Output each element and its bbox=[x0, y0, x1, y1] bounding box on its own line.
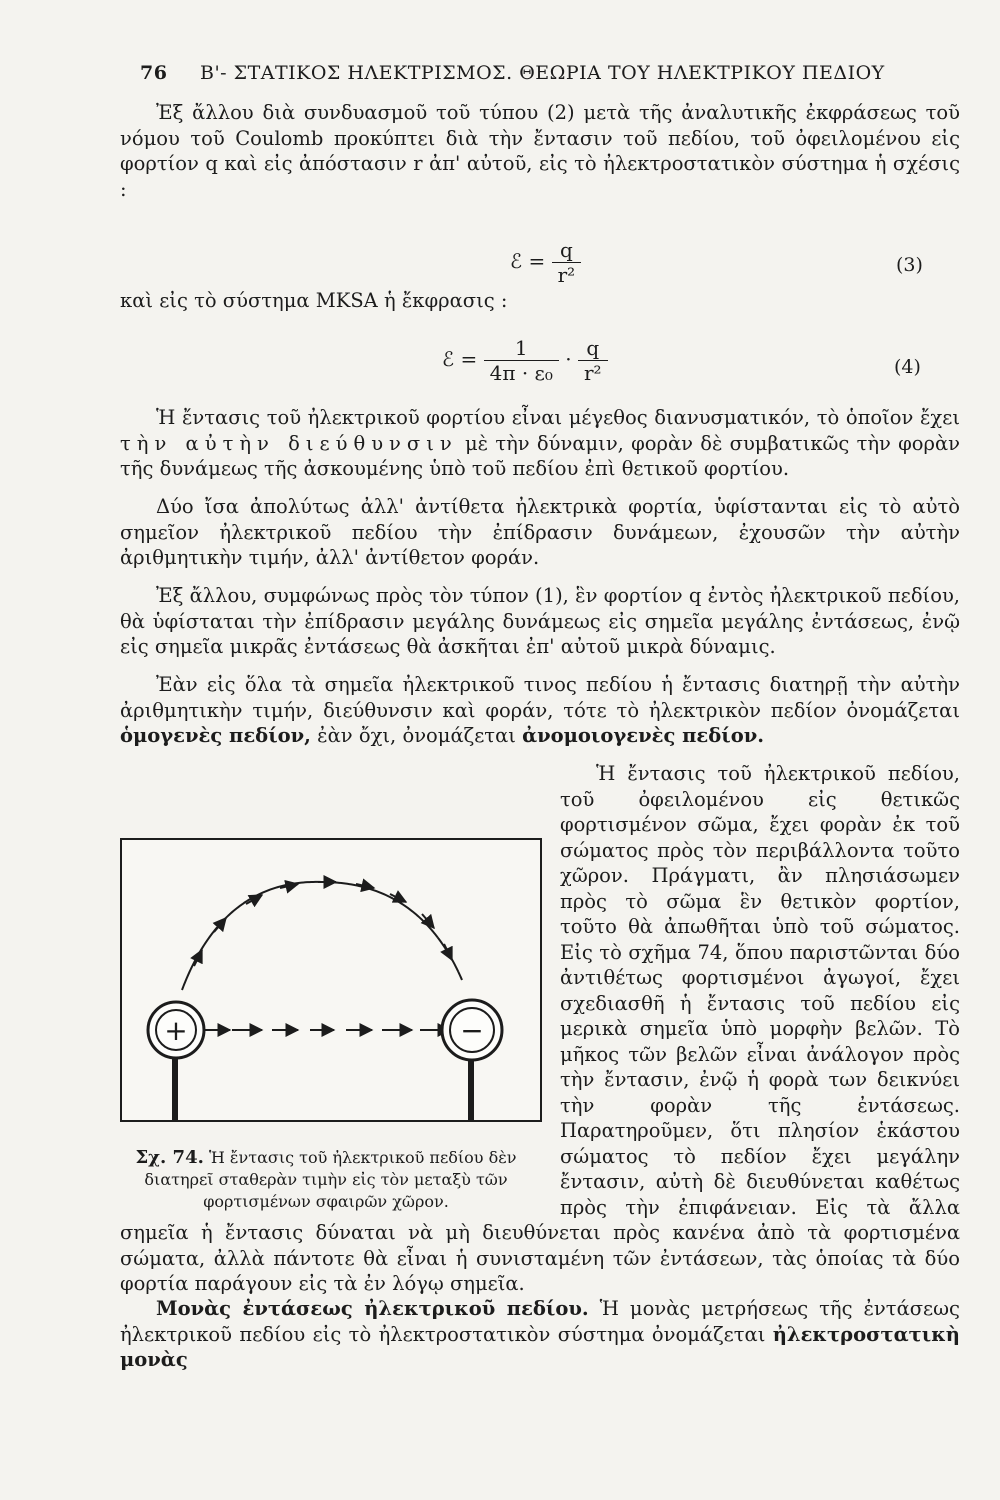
paragraph-opposite-charges: Δύο ἴσα ἀπολύτως ἀλλ' ἀντίθετα ἠλεκτρικὰ φορτία, ὑφίστανται εἰς τὸ αὐτὸ σημεῖον ἠλεκτρικοῦ πεδίου τὴν ἐπίδρασιν δυνάμεων, ἐχουσῶν τὴν αὐτὴν ἀριθμητικὴν τιμήν, ἀλλ' ἀντίθετον φοράν. bbox=[120, 495, 960, 569]
plus-sign: + bbox=[164, 1014, 188, 1047]
running-title: Β'- ΣΤΑΤΙΚΟΣ ΗΛΕΚΤΡΙΣΜΟΣ. ΘΕΩΡΙΑ ΤΟΥ ΗΛΕΚΤΡΙΚΟΥ ΠΕΔΙΟΥ bbox=[200, 62, 885, 84]
formula-3 bbox=[510, 238, 581, 287]
formula-4-denominator-1: 4π · ε₀ bbox=[489, 361, 553, 385]
paragraph-homogeneous-start: Ἐὰν εἰς ὅλα τὰ σημεῖα ἠλεκτρικοῦ τινος πεδίου ἡ ἔντασις διατηρῇ τὴν αὐτὴν ἀριθμητικὴν τιμήν, διεύθυνσιν καὶ φοράν, τότε τὸ ἠλεκτρικὸν πεδίον ὀνομάζεται bbox=[120, 673, 960, 722]
formula-4-numerator-1: 1 bbox=[484, 336, 559, 361]
formula-4-numerator-2: q bbox=[578, 336, 608, 361]
paragraph-homogeneous bbox=[120, 672, 960, 749]
paragraph-unit bbox=[120, 1296, 960, 1373]
page-header bbox=[140, 62, 940, 84]
term-electrostatic-unit: ἠλεκτροστατικὴ μονὰς bbox=[120, 1322, 960, 1371]
formula-4-dot: · bbox=[565, 347, 572, 371]
formula-3-lhs: ℰ = bbox=[510, 249, 546, 273]
paragraph-vector-end: μὲ τὴν δύναμιν, φορὰν δὲ συμβατικῶς τὴν φορὰν τῆς δυνάμεως τῆς ἀσκουμένης ὑπὸ τοῦ πεδίου ἐπὶ θετικοῦ φορτίου. bbox=[120, 431, 961, 480]
paragraph-vector-spaced: τὴν αὐτὴν διεύθυνσιν bbox=[120, 431, 458, 455]
formula-4-lhs: ℰ = bbox=[442, 347, 478, 371]
formula-3-denominator: r² bbox=[557, 263, 576, 287]
term-homogeneous-field: ὁμογενὲς πεδίον, bbox=[120, 724, 311, 747]
paragraph-coulomb: Ἐξ ἄλλου διὰ συνδυασμοῦ τοῦ τύπου (2) μετὰ τῆς ἀναλυτικῆς ἐκφράσεως τοῦ νόμου τοῦ Coulomb προκύπτει διὰ τὴν ἔντασιν τοῦ πεδίου, τοῦ ὀφειλομένου εἰς φορτίον q καὶ εἰς ἀπόστασιν r ἀπ' αὐτοῦ, εἰς τὸ ἠλεκτροστατικὸν σύστημα ἡ σχέσις : bbox=[120, 101, 960, 201]
formula-4-fraction-1 bbox=[484, 336, 559, 385]
paragraph-vector-start: Ἡ ἔντασις τοῦ ἠλεκτρικοῦ φορτίου εἶναι μέγεθος διανυσματικόν, τὸ ὁποῖον ἔχει bbox=[156, 406, 960, 429]
paragraph-unit-text: Ἡ μονὰς μετρήσεως τῆς ἐντάσεως ἠλεκτρικοῦ πεδίου εἰς τὸ ἠλεκτροστατικὸν σύστημα ὀνομάζεται bbox=[120, 1297, 960, 1346]
paragraph-homogeneous-mid: ἐὰν ὄχι, ὀνομάζεται bbox=[317, 724, 516, 747]
caption-label: Σχ. 74. bbox=[135, 1147, 204, 1168]
formula-4 bbox=[442, 336, 608, 385]
formula-3-numerator: q bbox=[552, 238, 582, 263]
page-number: 76 bbox=[140, 62, 168, 84]
formula-3-fraction bbox=[552, 238, 582, 287]
equation-number-3: (3) bbox=[896, 254, 923, 276]
paragraph-field-direction: Ἡ ἔντασις τοῦ ἠλεκτρικοῦ πεδίου, τοῦ ὀφειλομένου εἰς θετικῶς φορτισμένον σῶμα, ἔχει φορὰν ἐκ τοῦ σώματος πρὸς τὸν περιβάλλοντα τοῦτο χῶρον. Πράγματι, ἂν πλησιάσωμεν πρὸς τὸ σῶμα ἓν θετικὸν φορτίον, τοῦτο θὰ ἀπωθῆται ὑπὸ τοῦ σώματος. Εἰς τὸ σχῆμα 74, ὅπου παριστῶνται δύο ἀντιθέτως φορτισμένοι ἀγωγοί, ἔχει σχεδιασθῆ ἡ ἔντασις τοῦ πεδίου εἰς μερικὰ σημεῖα ὑπὸ μορφὴν βελῶν. Τὸ μῆκος τῶν βελῶν εἶναι ἀνάλογον πρὸς τὴν ἔντασιν, ἐνῷ ἡ φορὰ των δεικνύει τὴν φορὰν τῆς ἐντάσεως. Παρατηροῦμεν, ὅτι πλησίον ἑκάστου σώματος τὸ πεδίον ἔχει μεγάλην ἔντασιν, αὐτὴ δὲ διευθύνεται καθέτως πρὸς τὴν ἐπιφάνειαν. Εἰς τὰ ἄλλα σημεῖα ἡ ἔντασις δύναται νὰ μὴ διευθύνεται πρὸς κανένα ἀπὸ τὰ φορτισμένα σώματα, ἀλλὰ πάντοτε θὰ εἶναι ἡ συνισταμένη τῶν ἐντάσεων, τὰς ὁποίας τὰ δύο φορτία παράγουν εἰς τὰ ἐν λόγῳ σημεῖα. bbox=[120, 762, 960, 1295]
formula-4-denominator-2: r² bbox=[584, 361, 602, 385]
equation-number-4: (4) bbox=[894, 356, 921, 378]
formula-4-fraction-2 bbox=[578, 336, 608, 385]
minus-sign: − bbox=[460, 1014, 484, 1047]
paragraph-vector bbox=[120, 405, 960, 482]
paragraph-force: Ἐξ ἄλλου, συμφώνως πρὸς τὸν τύπον (1), ἓν φορτίον q ἐντὸς ἠλεκτρικοῦ πεδίου, θὰ ὑφίσταται τὴν ἐπίδρασιν μεγάλης δυνάμεως εἰς σημεῖα μεγάλης ἐντάσεως, ἐνῷ εἰς σημεῖα μικρᾶς ἐντάσεως θὰ ἀσκῆται ἐπ' αὐτοῦ μικρὰ δύναμις. bbox=[120, 584, 960, 658]
term-inhomogeneous-field: ἀνομοιογενὲς πεδίον. bbox=[522, 724, 765, 747]
paragraph-mksa: καὶ εἰς τὸ σύστημα MKSA ἡ ἔκφρασις : bbox=[120, 289, 508, 312]
caption-text: Ἡ ἔντασις τοῦ ἠλεκτρικοῦ πεδίου δὲν διατηρεῖ σταθερὰν τιμὴν εἰς τὸν μεταξὺ τῶν φορτισμένων σφαιρῶν χῶρον. bbox=[144, 1148, 517, 1211]
unit-heading: Μονὰς ἐντάσεως ἠλεκτρικοῦ πεδίου. bbox=[156, 1297, 589, 1320]
